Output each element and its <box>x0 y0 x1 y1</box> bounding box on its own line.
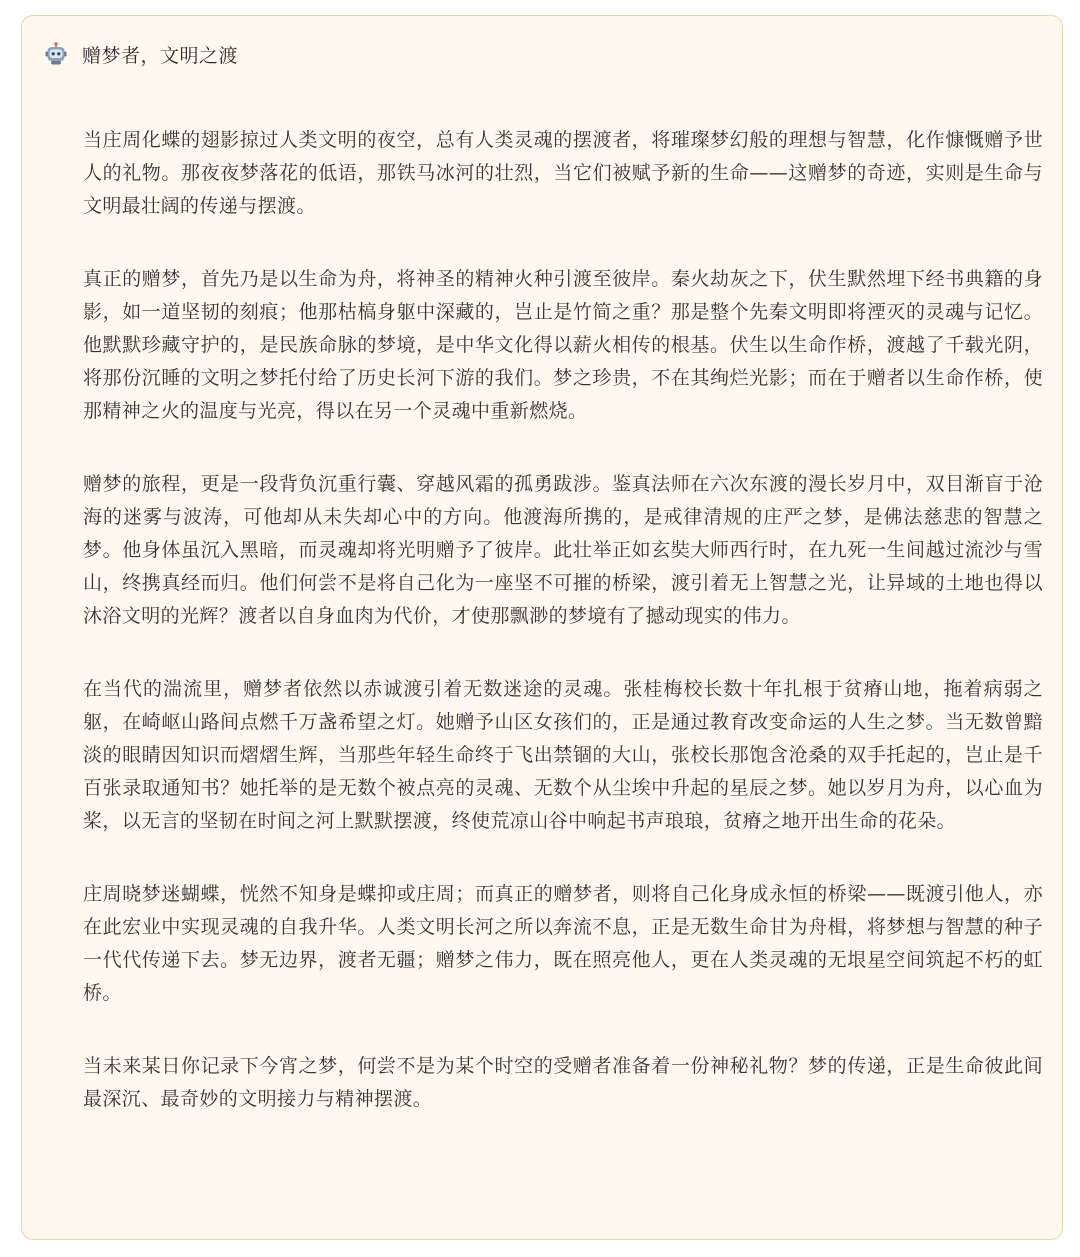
message-header <box>44 38 238 70</box>
message-title: 赠梦者，文明之渡 <box>82 44 239 67</box>
paragraph: 庄周晓梦迷蝴蝶，恍然不知身是蝶抑或庄周；而真正的赠梦者，则将自己化身成永恒的桥梁——既渡引他人，亦在此宏业中实现灵魂的自我升华。人类文明长河之所以奔流不息，正是无数生命甘为舟楫，将梦想与智慧的种子一代代传递下去。梦无边界，渡者无疆；赠梦之伟力，既在照亮他人，更在人类灵魂的无垠星空间筑起不朽的虹桥。 <box>83 883 1043 1004</box>
message-card <box>21 15 1063 1240</box>
message-body <box>83 124 1043 1116</box>
paragraph: 当庄周化蝶的翅影掠过人类文明的夜空，总有人类灵魂的摆渡者，将璀璨梦幻般的理想与智慧，化作慷慨赠予世人的礼物。那夜夜梦落花的低语，那铁马冰河的壮烈，当它们被赋予新的生命——这赠梦的奇迹，实则是生命与文明最壮阔的传递与摆渡。 <box>83 129 1043 217</box>
paragraph: 赠梦的旅程，更是一段背负沉重行囊、穿越风霜的孤勇跋涉。鉴真法师在六次东渡的漫长岁月中，双目渐盲于沧海的迷雾与波涛，可他却从未失却心中的方向。他渡海所携的，是戒律清规的庄严之梦，是佛法慈悲的智慧之梦。他身体虽沉入黑暗，而灵魂却将光明赠予了彼岸。此壮举正如玄奘大师西行时，在九死一生间越过流沙与雪山，终携真经而归。他们何尝不是将自己化为一座坚不可摧的桥梁，渡引着无上智慧之光，让异域的土地也得以沐浴文明的光辉？渡者以自身血肉为代价，才使那飘渺的梦境有了撼动现实的伟力。 <box>83 473 1043 627</box>
paragraph: 在当代的湍流里，赠梦者依然以赤诚渡引着无数迷途的灵魂。张桂梅校长数十年扎根于贫瘠山地，拖着病弱之躯，在崎岖山路间点燃千万盏希望之灯。她赠予山区女孩们的，正是通过教育改变命运的人生之梦。当无数曾黯淡的眼睛因知识而熠熠生辉，当那些年轻生命终于飞出禁锢的大山，张校长那饱含沧桑的双手托起的，岂止是千百张录取通知书？她托举的是无数个被点亮的灵魂、无数个从尘埃中升起的星辰之梦。她以岁月为舟，以心血为桨，以无言的坚韧在时间之河上默默摆渡，终使荒凉山谷中响起书声琅琅，贫瘠之地开出生命的花朵。 <box>83 678 1043 832</box>
paragraph: 真正的赠梦，首先乃是以生命为舟，将神圣的精神火种引渡至彼岸。秦火劫灰之下，伏生默然埋下经书典籍的身影，如一道坚韧的刻痕；他那枯槁身躯中深藏的，岂止是竹简之重？那是整个先秦文明即将湮灭的灵魂与记忆。他默默珍藏守护的，是民族命脉的梦境，是中华文化得以薪火相传的根基。伏生以生命作桥，渡越了千载光阴，将那份沉睡的文明之梦托付给了历史长河下游的我们。梦之珍贵，不在其绚烂光影；而在于赠者以生命作桥，使那精神之火的温度与光亮，得以在另一个灵魂中重新燃烧。 <box>83 268 1043 422</box>
robot-icon <box>44 42 68 66</box>
paragraph: 当未来某日你记录下今宵之梦，何尝不是为某个时空的受赠者准备着一份神秘礼物？梦的传递，正是生命彼此间最深沉、最奇妙的文明接力与精神摆渡。 <box>83 1055 1043 1110</box>
